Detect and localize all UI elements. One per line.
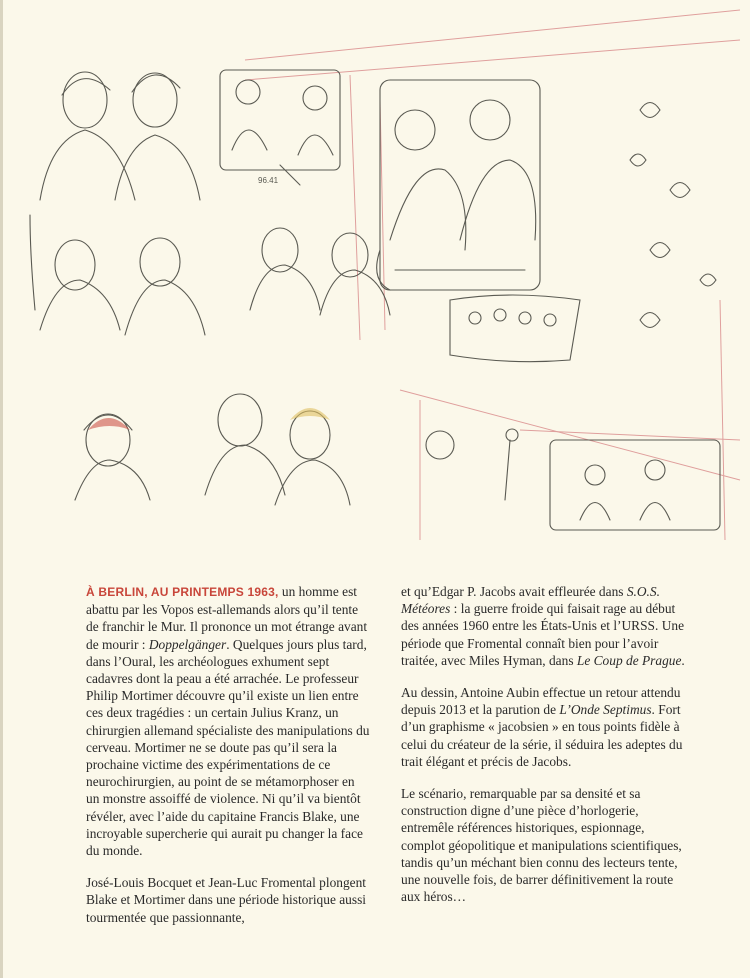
sketch-crowd [450, 295, 580, 362]
article-lead: À BERLIN, AU PRINTEMPS 1963, [86, 585, 279, 599]
paragraph-drawing: Au dessin, Antoine Aubin effectue un retour attendu depuis 2013 et la parution de L’Onde Septimus. Fort d’un graphisme « jacobsien » en tous points fidèle à celui du créateur de la série, il séduira les adeptes du trait élégant et précis de Jacobs. [401, 685, 683, 769]
article-column-left [86, 583, 371, 941]
sketch-portrait-scarf [75, 414, 150, 500]
sketch-flowers [630, 103, 716, 328]
paragraph-context: et qu’Edgar P. Jacobs avait effleurée dans S.O.S. Météores : la guerre froide qui faisait rage au début des années 1960 entre les États-Unis et l’URSS. Une période que Fromental connaît bien pour l’avoir traitée, avec Miles Hyman, dans Le Coup de Prague. [401, 584, 685, 668]
sketch-small-figures [426, 429, 518, 500]
article-body [86, 583, 686, 941]
sketch-train-small [220, 70, 340, 185]
article-column-right [401, 583, 686, 941]
sketch-couple-4 [205, 394, 350, 505]
sketch-train-large [377, 80, 540, 290]
paragraph-scenario: Le scénario, remarquable par sa densité et sa construction digne d’une pièce d’horlogerie, entremêle références historiques, espionnage, complot géopolitique et manipulations scientifiques, tandis qu’un méchant bien connu des lecteurs tente, une nouvelle fois, de barrer définitivement la route aux héros… [401, 786, 682, 905]
sketch-couple-3 [250, 228, 390, 315]
sketch-train-bottom [550, 440, 720, 530]
sketch-couple-1 [40, 72, 200, 200]
paragraph-authors: José-Louis Bocquet et Jean-Luc Fromental plongent Blake et Mortimer dans une période historique aussi tourmentée que passionnante, [86, 875, 367, 925]
paragraph-intro: À BERLIN, AU PRINTEMPS 1963, un homme est abattu par les Vopos est-allemands alors qu’il tente de franchir le Mur. Il prononce un mot étrange avant de mourir : Doppelgänger. Quelques jours plus tard, dans l’Oural, les archéologues exhument sept cadavres dont la peau a été arrachée. Le professeur Philip Mortimer découvre qu’il existe un lien entre ces deux tragédies : un certain Julius Kranz, un chirurgien allemand spécialiste des manipulations du cerveau. Mortimer ne se doute pas qu’il sera la prochaine victime des expérimentations de ce neurochirurgien, au point de se métamorphoser en un monstre assoiffé de violence. Ni qu’il va bientôt révéler, avec l’aide du capitaine Francis Blake, une incroyable supercherie qui aurait pu changer la face du monde. [86, 584, 370, 859]
sketch-caption: 96.41 [258, 176, 279, 185]
sketch-couple-2 [30, 215, 205, 335]
